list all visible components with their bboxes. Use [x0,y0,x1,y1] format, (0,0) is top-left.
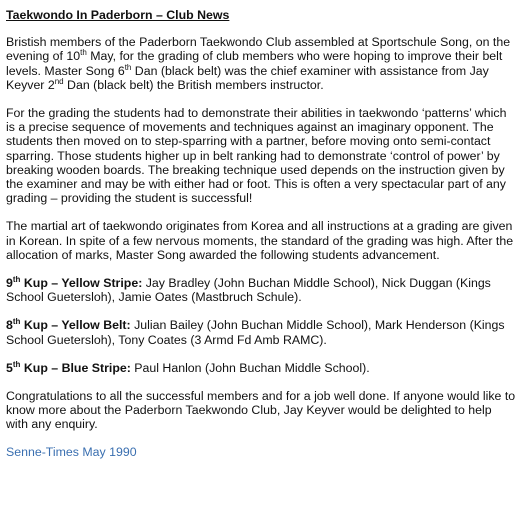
intro-part-c: Dan (black belt) was the chief examiner with assistance from Jay Keyver 2 [6,63,489,92]
grade-9th-kup [6,276,516,304]
grade-sup: th [12,274,21,284]
source-footer: Senne-Times May 1990 [6,444,137,459]
grade-names: Jay Bradley (John Buchan Middle School), Nick Duggan (Kings School Guetersloh), Jamie Oates (Mastbruch Schule). [6,276,491,305]
grade-number: 9 [6,276,13,291]
paragraph-intro [6,35,516,92]
intro-sup-2: th [124,62,132,72]
grade-number: 5 [6,360,13,375]
article-title: Taekwondo In Paderborn – Club News [6,8,230,22]
grade-label [6,361,131,375]
paragraph-martial-art: The martial art of taekwondo originates from Korea and all instructions at a grading are given in Korean. In spite of a few nervous moments, the standard of the grading was high. After the allocation of marks, Master Song awarded the following students advancement. [6,219,514,262]
intro-sup-3: nd [54,76,64,86]
grade-sup: th [12,317,21,327]
grade-title: Kup – Blue Stripe: [20,360,131,375]
grade-title: Kup – Yellow Belt: [20,318,131,333]
grade-title: Kup – Yellow Stripe: [20,276,143,291]
grade-names: Julian Bailey (John Buchan Middle School), Mark Henderson (Kings School Guetersloh), Tony Coates (3 Armd Fd Amb RAMC). [6,318,505,347]
paragraph-closing: Congratulations to all the successful members and for a job well done. If anyone would like to know more about the Paderborn Taekwondo Club, Jay Keyver would be delighted to help with any enquiry. [6,389,516,432]
intro-part-d: Dan (black belt) the British members instructor. [63,77,324,92]
grade-label [6,318,131,332]
grade-label [6,276,142,290]
grade-number: 8 [6,318,13,333]
paragraph-grading: For the grading the students had to demonstrate their abilities in taekwondo ‘patterns’ which is a precise sequence of movements and techniques against an imaginary opponent. The students then moved on to step-sparring with a partner, before moving onto semi-contact sparring. Those students higher up in belt ranking had to demonstrate ‘control of power’ by breaking wooden boards. The breaking technique used depends on the instruction given by the examiner and may be with either had or foot. This is often a very spectacular part of any grading – providing the student is successful! [6,106,507,206]
grade-sup: th [12,359,21,369]
intro-sup-1: th [80,48,87,58]
intro-part-a: Bristish members of the Paderborn Taekwondo Club assembled at Sportschule Song, on the evening of 10 [6,35,511,64]
grade-names: Paul Hanlon (John Buchan Middle School). [130,360,370,375]
grade-5th-kup [6,361,516,375]
grade-8th-kup [6,318,516,346]
intro-part-b: May, for the grading of club members who were hoping to improve their belt levels. Master Song 6 [6,49,503,78]
